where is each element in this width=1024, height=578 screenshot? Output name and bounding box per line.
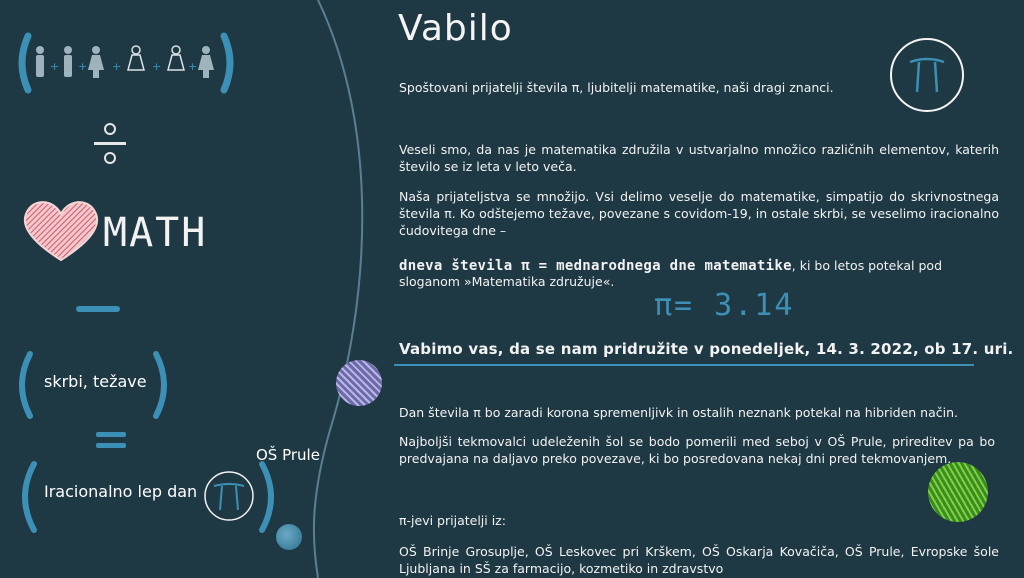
svg-text:+: + [188, 60, 198, 73]
pi-value: π= 3.14 [654, 288, 795, 323]
paragraph-2: Naša prijateljstva se množijo. Vsi delimo veselje do matematike, simpatijo do skrivnostnega števila π. Ko odštejemo težave, povezane s covidom-19, in ostale skrbi, se veselimo iracionalno čudovitega dne – [399, 189, 999, 238]
highlight-paragraph [399, 258, 999, 289]
invite-underline [394, 364, 974, 366]
division-icon [90, 120, 130, 170]
left-paren-icon [14, 460, 40, 534]
left-paren-icon [12, 350, 36, 420]
greeting-text: Spoštovani prijatelji števila π, ljubitelji matematike, naši dragi znanci. [399, 80, 834, 95]
right-paren-icon [150, 350, 174, 420]
paragraph-3: Dan števila π bo zaradi korona spremenljivk in ostalih neznank potekal na hibriden način. [399, 405, 959, 420]
pi-icon [202, 470, 256, 522]
left-panel [0, 0, 340, 578]
equals-icon [96, 432, 126, 448]
iracionalno-label: Iracionalno lep dan [44, 482, 198, 501]
svg-text:+: + [78, 60, 88, 73]
skrbi-label: skrbi, težave [44, 372, 147, 391]
pi-badge [890, 38, 964, 112]
schools-list: OŠ Brinje Grosuplje, OŠ Leskovec pri Krškem, OŠ Oskarja Kovačiča, OŠ Prule, Evropske šole Ljubljana in SŠ za farmacijo, kozmetiko in zdravstvo [399, 544, 999, 576]
math-label: MATH [103, 210, 208, 256]
page-title: Vabilo [398, 8, 513, 49]
svg-text:+: + [112, 60, 122, 73]
people-equation-icon [16, 28, 236, 98]
paragraph-4: Najboljši tekmovalci udeleženih šol se bodo pomerili med seboj v OŠ Prule, prireditev pa bo predvajana na daljavo preko povezave, ki bo posredovana nekaj dni pred tekmovanjem. [399, 434, 995, 466]
paragraph-1: Veseli smo, da nas je matematika združila v ustvarjalno množico različnih elementov, katerih število se iz leta v leto veča. [399, 142, 999, 174]
highlight-bold: dneva števila π = mednarodnega dne matematike [399, 258, 792, 274]
svg-text:+: + [152, 60, 162, 73]
right-paren-icon [256, 460, 282, 534]
minus-bar [76, 306, 120, 312]
highlight-rest: , ki bo letos potekal pod sloganom »Matematika združuje«. [399, 258, 942, 289]
svg-text:+: + [50, 60, 60, 73]
heart-icon [16, 196, 106, 266]
friends-label: π-jevi prijatelji iz: [399, 513, 506, 528]
blue-dot [276, 524, 302, 550]
lavender-dot [336, 360, 382, 406]
school-label: OŠ Prule [256, 446, 320, 464]
invite-text: Vabimo vas, da se nam pridružite v ponedeljek, 14. 3. 2022, ob 17. uri. [399, 340, 1014, 358]
